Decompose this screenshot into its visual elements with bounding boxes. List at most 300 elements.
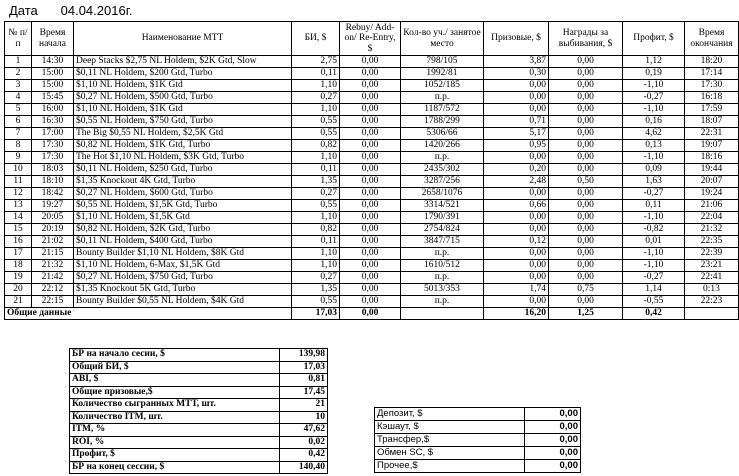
- money-label: Кэшаут, $: [375, 421, 525, 434]
- cell-end: 22:35: [685, 236, 739, 248]
- cell-rebuy: 0,00: [340, 272, 401, 284]
- cell-buyin: 0,27: [292, 92, 340, 104]
- cell-bounty: 0,50: [549, 176, 623, 188]
- stats-label: Количество сыгранных МТТ, шт.: [70, 399, 280, 412]
- cell-place: 5013/353: [401, 284, 484, 296]
- cell-name: $0,11 NL Holdem, $250 Gtd, Turbo: [74, 164, 292, 176]
- money-value: 0,00: [525, 447, 581, 460]
- cell-place: 1420/266: [401, 140, 484, 152]
- cell-rebuy: 0,00: [340, 128, 401, 140]
- header-rebuy: Rebuy/ Add-on/ Re-Entry, $: [340, 22, 401, 56]
- cell-end: 22:23: [685, 296, 739, 308]
- cell-bounty: 0,75: [549, 284, 623, 296]
- money-label: Обмен SC, $: [375, 447, 525, 460]
- cell-place: 3287/256: [401, 176, 484, 188]
- stats-label: Общие призовые,$: [70, 386, 280, 399]
- cell-rebuy: 0,00: [340, 56, 401, 68]
- cell-name: The Big $0,55 NL Holdem, $2,5K Gtd: [74, 128, 292, 140]
- table-row: [5, 176, 739, 188]
- date-row: [9, 3, 132, 18]
- cell-bounty: 0,00: [549, 212, 623, 224]
- totals-end: [685, 308, 739, 320]
- cell-n: 2: [5, 68, 32, 80]
- cell-rebuy: 0,00: [340, 92, 401, 104]
- cell-prize: 0,00: [484, 80, 549, 92]
- table-header-row: [5, 22, 739, 56]
- cell-name: Bounty Builder $0,55 NL Holdem, $4K Gtd: [74, 296, 292, 308]
- totals-buyin: 17,03: [292, 308, 340, 320]
- stats-value: 140,40: [280, 461, 328, 474]
- cell-bounty: 0,00: [549, 272, 623, 284]
- money-value: 0,00: [525, 408, 581, 421]
- cell-buyin: 1,10: [292, 152, 340, 164]
- table-row: [5, 236, 739, 248]
- cell-buyin: 1,35: [292, 176, 340, 188]
- cell-name: Bounty Builder $1,10 NL Holdem, $8K Gtd: [74, 248, 292, 260]
- cell-n: 9: [5, 152, 32, 164]
- cell-rebuy: 0,00: [340, 116, 401, 128]
- cell-buyin: 0,55: [292, 200, 340, 212]
- cell-rebuy: 0,00: [340, 260, 401, 272]
- cell-end: 17:14: [685, 68, 739, 80]
- cell-n: 18: [5, 260, 32, 272]
- cell-rebuy: 0,00: [340, 248, 401, 260]
- cell-end: 19:24: [685, 188, 739, 200]
- stats-row: [70, 449, 328, 462]
- cell-start: 21:42: [32, 272, 74, 284]
- cell-start: 17:00: [32, 128, 74, 140]
- cell-start: 18:42: [32, 188, 74, 200]
- cell-n: 20: [5, 284, 32, 296]
- cell-prize: 0,00: [484, 152, 549, 164]
- cell-start: 22:12: [32, 284, 74, 296]
- stats-label: БР на конец сессии, $: [70, 461, 280, 474]
- table-row: [5, 152, 739, 164]
- money-value: 0,00: [525, 434, 581, 447]
- cell-buyin: 0,55: [292, 116, 340, 128]
- cell-profit: 0,19: [623, 68, 685, 80]
- cell-start: 15:00: [32, 68, 74, 80]
- cell-buyin: 0,27: [292, 272, 340, 284]
- cell-prize: 0,00: [484, 296, 549, 308]
- cell-place: 2658/1076: [401, 188, 484, 200]
- header-num: № п/п: [5, 22, 32, 56]
- cell-n: 13: [5, 200, 32, 212]
- cell-name: $0,11 NL Holdem, $400 Gtd, Turbo: [74, 236, 292, 248]
- cell-start: 15:45: [32, 92, 74, 104]
- cell-profit: -0,82: [623, 224, 685, 236]
- cell-buyin: 0,11: [292, 236, 340, 248]
- cell-n: 16: [5, 236, 32, 248]
- cell-prize: 0,71: [484, 116, 549, 128]
- cell-n: 17: [5, 248, 32, 260]
- cell-rebuy: 0,00: [340, 200, 401, 212]
- stats-value: 17,03: [280, 361, 328, 374]
- cell-place: 1790/391: [401, 212, 484, 224]
- money-label: Прочее,$: [375, 460, 525, 473]
- cell-prize: 0,00: [484, 104, 549, 116]
- cell-place: п.р.: [401, 296, 484, 308]
- stats-value: 10: [280, 411, 328, 424]
- table-row: [5, 260, 739, 272]
- table-row: [5, 104, 739, 116]
- date-value: 04.04.2016г.: [60, 3, 133, 18]
- cell-name: $0,11 NL Holdem, $200 Gtd, Turbo: [74, 68, 292, 80]
- cell-profit: -1,10: [623, 104, 685, 116]
- stats-row: [70, 374, 328, 387]
- cell-bounty: 0,00: [549, 200, 623, 212]
- cell-place: 2435/302: [401, 164, 484, 176]
- totals-profit: 0,42: [623, 308, 685, 320]
- cell-prize: 0,00: [484, 224, 549, 236]
- cell-prize: 0,66: [484, 200, 549, 212]
- cell-name: $1,35 Knockout 4K Gtd, Turbo: [74, 176, 292, 188]
- money-movement-table: [374, 407, 581, 473]
- cell-rebuy: 0,00: [340, 104, 401, 116]
- cell-name: $0,27 NL Holdem, $500 Gtd, Turbo: [74, 92, 292, 104]
- cell-rebuy: 0,00: [340, 296, 401, 308]
- money-label: Трансфер,$: [375, 434, 525, 447]
- cell-place: 2754/824: [401, 224, 484, 236]
- cell-n: 3: [5, 80, 32, 92]
- cell-rebuy: 0,00: [340, 80, 401, 92]
- money-row: [375, 447, 581, 460]
- cell-buyin: 0,82: [292, 224, 340, 236]
- totals-row: [5, 308, 739, 320]
- cell-name: $0,82 NL Holdem, $2K Gtd, Turbo: [74, 224, 292, 236]
- cell-bounty: 0,00: [549, 116, 623, 128]
- cell-start: 16:00: [32, 104, 74, 116]
- cell-profit: 4,62: [623, 128, 685, 140]
- table-row: [5, 140, 739, 152]
- cell-name: $0,55 NL Holdem, $1,5K Gtd, Turbo: [74, 200, 292, 212]
- header-buyin: БИ, $: [292, 22, 340, 56]
- totals-place: [401, 308, 484, 320]
- cell-prize: 0,00: [484, 92, 549, 104]
- cell-n: 7: [5, 128, 32, 140]
- cell-start: 19:27: [32, 200, 74, 212]
- cell-end: 21:06: [685, 200, 739, 212]
- stats-row: [70, 411, 328, 424]
- cell-start: 18:10: [32, 176, 74, 188]
- cell-place: п.р.: [401, 152, 484, 164]
- cell-profit: -1,10: [623, 260, 685, 272]
- cell-profit: 0,13: [623, 140, 685, 152]
- cell-start: 17:30: [32, 140, 74, 152]
- header-prize: Призовые, $: [484, 22, 549, 56]
- cell-buyin: 0,11: [292, 164, 340, 176]
- totals-rebuy: 0,00: [340, 308, 401, 320]
- cell-n: 8: [5, 140, 32, 152]
- totals-bounty: 1,25: [549, 308, 623, 320]
- stats-row: [70, 461, 328, 474]
- cell-n: 4: [5, 92, 32, 104]
- cell-name: $0,27 NL Holdem, $600 Gtd, Turbo: [74, 188, 292, 200]
- cell-rebuy: 0,00: [340, 188, 401, 200]
- cell-start: 21:15: [32, 248, 74, 260]
- cell-name: The Hot $1,10 NL Holdem, $3K Gtd, Turbo: [74, 152, 292, 164]
- cell-place: 1610/512: [401, 260, 484, 272]
- header-bounty: Награды за выбивания, $: [549, 22, 623, 56]
- cell-bounty: 0,00: [549, 128, 623, 140]
- cell-buyin: 0,27: [292, 188, 340, 200]
- totals-prize: 16,20: [484, 308, 549, 320]
- cell-end: 21:32: [685, 224, 739, 236]
- table-row: [5, 188, 739, 200]
- cell-rebuy: 0,00: [340, 140, 401, 152]
- cell-prize: 0,00: [484, 248, 549, 260]
- cell-profit: -1,10: [623, 248, 685, 260]
- cell-name: $1,10 NL Holdem, $1K Gtd: [74, 80, 292, 92]
- cell-n: 14: [5, 212, 32, 224]
- cell-place: п.р.: [401, 248, 484, 260]
- table-row: [5, 248, 739, 260]
- cell-end: 22:41: [685, 272, 739, 284]
- cell-end: 18:07: [685, 116, 739, 128]
- cell-bounty: 0,00: [549, 152, 623, 164]
- cell-place: 1052/185: [401, 80, 484, 92]
- cell-end: 18:16: [685, 152, 739, 164]
- cell-profit: -0,27: [623, 272, 685, 284]
- stats-label: БР на начало сесии, $: [70, 349, 280, 362]
- cell-start: 15:00: [32, 80, 74, 92]
- cell-n: 1: [5, 56, 32, 68]
- cell-n: 11: [5, 176, 32, 188]
- cell-place: п.р.: [401, 92, 484, 104]
- header-profit: Профит, $: [623, 22, 685, 56]
- money-row: [375, 421, 581, 434]
- cell-place: 5306/66: [401, 128, 484, 140]
- cell-end: 18:20: [685, 56, 739, 68]
- cell-profit: 0,16: [623, 116, 685, 128]
- cell-profit: -1,10: [623, 152, 685, 164]
- table-row: [5, 56, 739, 68]
- cell-name: $1,10 NL Holdem, 6-Max, $1,5K Gtd: [74, 260, 292, 272]
- cell-prize: 0,12: [484, 236, 549, 248]
- cell-n: 12: [5, 188, 32, 200]
- cell-prize: 0,30: [484, 68, 549, 80]
- cell-prize: 0,95: [484, 140, 549, 152]
- cell-profit: -1,10: [623, 80, 685, 92]
- cell-profit: -0,27: [623, 92, 685, 104]
- cell-end: 19:44: [685, 164, 739, 176]
- stats-value: 139,98: [280, 349, 328, 362]
- cell-rebuy: 0,00: [340, 152, 401, 164]
- money-label: Депозит, $: [375, 408, 525, 421]
- stats-label: Профит, $: [70, 449, 280, 462]
- cell-end: 20:07: [685, 176, 739, 188]
- cell-start: 20:19: [32, 224, 74, 236]
- stats-row: [70, 349, 328, 362]
- cell-end: 17:59: [685, 104, 739, 116]
- cell-bounty: 0,00: [549, 224, 623, 236]
- cell-end: 0:13: [685, 284, 739, 296]
- stats-value: 47,62: [280, 424, 328, 437]
- totals-label: Общие данные: [5, 308, 292, 320]
- cell-n: 15: [5, 224, 32, 236]
- table-row: [5, 296, 739, 308]
- cell-name: $0,82 NL Holdem, $1K Gtd, Turbo: [74, 140, 292, 152]
- cell-n: 21: [5, 296, 32, 308]
- date-label: Дата: [9, 3, 38, 18]
- cell-bounty: 0,00: [549, 140, 623, 152]
- cell-bounty: 0,00: [549, 296, 623, 308]
- cell-n: 6: [5, 116, 32, 128]
- cell-profit: 0,01: [623, 236, 685, 248]
- cell-name: $0,27 NL Holdem, $750 Gtd, Turbo: [74, 272, 292, 284]
- cell-buyin: 0,55: [292, 296, 340, 308]
- cell-end: 16:18: [685, 92, 739, 104]
- cell-place: п.р.: [401, 272, 484, 284]
- table-row: [5, 272, 739, 284]
- cell-place: 798/105: [401, 56, 484, 68]
- cell-prize: 0,00: [484, 212, 549, 224]
- cell-start: 21:02: [32, 236, 74, 248]
- stats-value: 0,42: [280, 449, 328, 462]
- money-row: [375, 408, 581, 421]
- stats-row: [70, 361, 328, 374]
- cell-rebuy: 0,00: [340, 236, 401, 248]
- cell-place: 3847/715: [401, 236, 484, 248]
- header-place: Кол-во уч./ занятое место: [401, 22, 484, 56]
- stats-label: Количество ITM, шт.: [70, 411, 280, 424]
- cell-prize: 0,00: [484, 260, 549, 272]
- cell-name: $1,10 NL Holdem, $1K Gtd: [74, 104, 292, 116]
- money-value: 0,00: [525, 421, 581, 434]
- cell-start: 20:05: [32, 212, 74, 224]
- cell-buyin: 1,10: [292, 260, 340, 272]
- cell-profit: 0,09: [623, 164, 685, 176]
- cell-place: 1992/81: [401, 68, 484, 80]
- cell-rebuy: 0,00: [340, 176, 401, 188]
- money-row: [375, 460, 581, 473]
- table-row: [5, 284, 739, 296]
- stats-label: ITM, %: [70, 424, 280, 437]
- cell-buyin: 0,82: [292, 140, 340, 152]
- cell-name: $1,10 NL Holdem, $1,5K Gtd: [74, 212, 292, 224]
- cell-start: 16:30: [32, 116, 74, 128]
- header-start: Время начала: [32, 22, 74, 56]
- cell-buyin: 0,11: [292, 68, 340, 80]
- cell-prize: 2,48: [484, 176, 549, 188]
- stats-label: ABI, $: [70, 374, 280, 387]
- stats-value: 0,02: [280, 436, 328, 449]
- cell-rebuy: 0,00: [340, 224, 401, 236]
- cell-bounty: 0,00: [549, 80, 623, 92]
- table-row: [5, 116, 739, 128]
- cell-buyin: 2,75: [292, 56, 340, 68]
- cell-start: 17:30: [32, 152, 74, 164]
- cell-profit: -0,55: [623, 296, 685, 308]
- table-row: [5, 224, 739, 236]
- cell-name: $0,55 NL Holdem, $750 Gtd, Turbo: [74, 116, 292, 128]
- stats-row: [70, 424, 328, 437]
- table-row: [5, 68, 739, 80]
- cell-place: 3314/521: [401, 200, 484, 212]
- cell-profit: -1,10: [623, 212, 685, 224]
- stats-row: [70, 436, 328, 449]
- cell-prize: 0,00: [484, 188, 549, 200]
- cell-prize: 5,17: [484, 128, 549, 140]
- header-name: Наименование МТТ: [74, 22, 292, 56]
- cell-prize: 3,87: [484, 56, 549, 68]
- cell-end: 22:31: [685, 128, 739, 140]
- cell-place: 1187/572: [401, 104, 484, 116]
- cell-profit: 1,63: [623, 176, 685, 188]
- cell-end: 22:04: [685, 212, 739, 224]
- table-row: [5, 212, 739, 224]
- cell-buyin: 1,10: [292, 212, 340, 224]
- cell-place: 1788/299: [401, 116, 484, 128]
- table-row: [5, 128, 739, 140]
- cell-rebuy: 0,00: [340, 68, 401, 80]
- cell-profit: 0,11: [623, 200, 685, 212]
- cell-start: 22:15: [32, 296, 74, 308]
- tournament-table: [4, 21, 739, 320]
- cell-end: 23:21: [685, 260, 739, 272]
- stats-row: [70, 386, 328, 399]
- cell-bounty: 0,00: [549, 104, 623, 116]
- cell-buyin: 1,35: [292, 284, 340, 296]
- cell-profit: -0,27: [623, 188, 685, 200]
- stats-value: 21: [280, 399, 328, 412]
- cell-bounty: 0,00: [549, 92, 623, 104]
- table-row: [5, 200, 739, 212]
- cell-bounty: 0,00: [549, 260, 623, 272]
- stats-label: ROI, %: [70, 436, 280, 449]
- header-end: Время окончания: [685, 22, 739, 56]
- cell-n: 19: [5, 272, 32, 284]
- cell-prize: 0,20: [484, 164, 549, 176]
- cell-buyin: 0,55: [292, 128, 340, 140]
- cell-rebuy: 0,00: [340, 164, 401, 176]
- cell-start: 14:30: [32, 56, 74, 68]
- stats-row: [70, 399, 328, 412]
- cell-prize: 0,00: [484, 272, 549, 284]
- stats-value: 0,81: [280, 374, 328, 387]
- cell-end: 19:07: [685, 140, 739, 152]
- cell-n: 5: [5, 104, 32, 116]
- cell-name: Deep Stacks $2,75 NL Holdem, $2K Gtd, Slow: [74, 56, 292, 68]
- cell-profit: 1,12: [623, 56, 685, 68]
- table-row: [5, 80, 739, 92]
- table-row: [5, 92, 739, 104]
- cell-n: 10: [5, 164, 32, 176]
- stats-label: Общий БИ, $: [70, 361, 280, 374]
- cell-bounty: 0,00: [549, 56, 623, 68]
- cell-profit: 1,14: [623, 284, 685, 296]
- cell-prize: 1,74: [484, 284, 549, 296]
- session-stats-table: [69, 348, 328, 474]
- money-value: 0,00: [525, 460, 581, 473]
- cell-bounty: 0,00: [549, 188, 623, 200]
- table-row: [5, 164, 739, 176]
- cell-buyin: 1,10: [292, 248, 340, 260]
- cell-name: $1,35 Knockout 5K Gtd, Turbo: [74, 284, 292, 296]
- cell-bounty: 0,00: [549, 236, 623, 248]
- cell-end: 22:39: [685, 248, 739, 260]
- cell-bounty: 0,00: [549, 68, 623, 80]
- cell-rebuy: 0,00: [340, 212, 401, 224]
- cell-start: 18:03: [32, 164, 74, 176]
- cell-buyin: 1,10: [292, 104, 340, 116]
- cell-bounty: 0,00: [549, 164, 623, 176]
- cell-bounty: 0,00: [549, 248, 623, 260]
- cell-start: 21:32: [32, 260, 74, 272]
- money-row: [375, 434, 581, 447]
- cell-rebuy: 0,00: [340, 284, 401, 296]
- cell-end: 17:30: [685, 80, 739, 92]
